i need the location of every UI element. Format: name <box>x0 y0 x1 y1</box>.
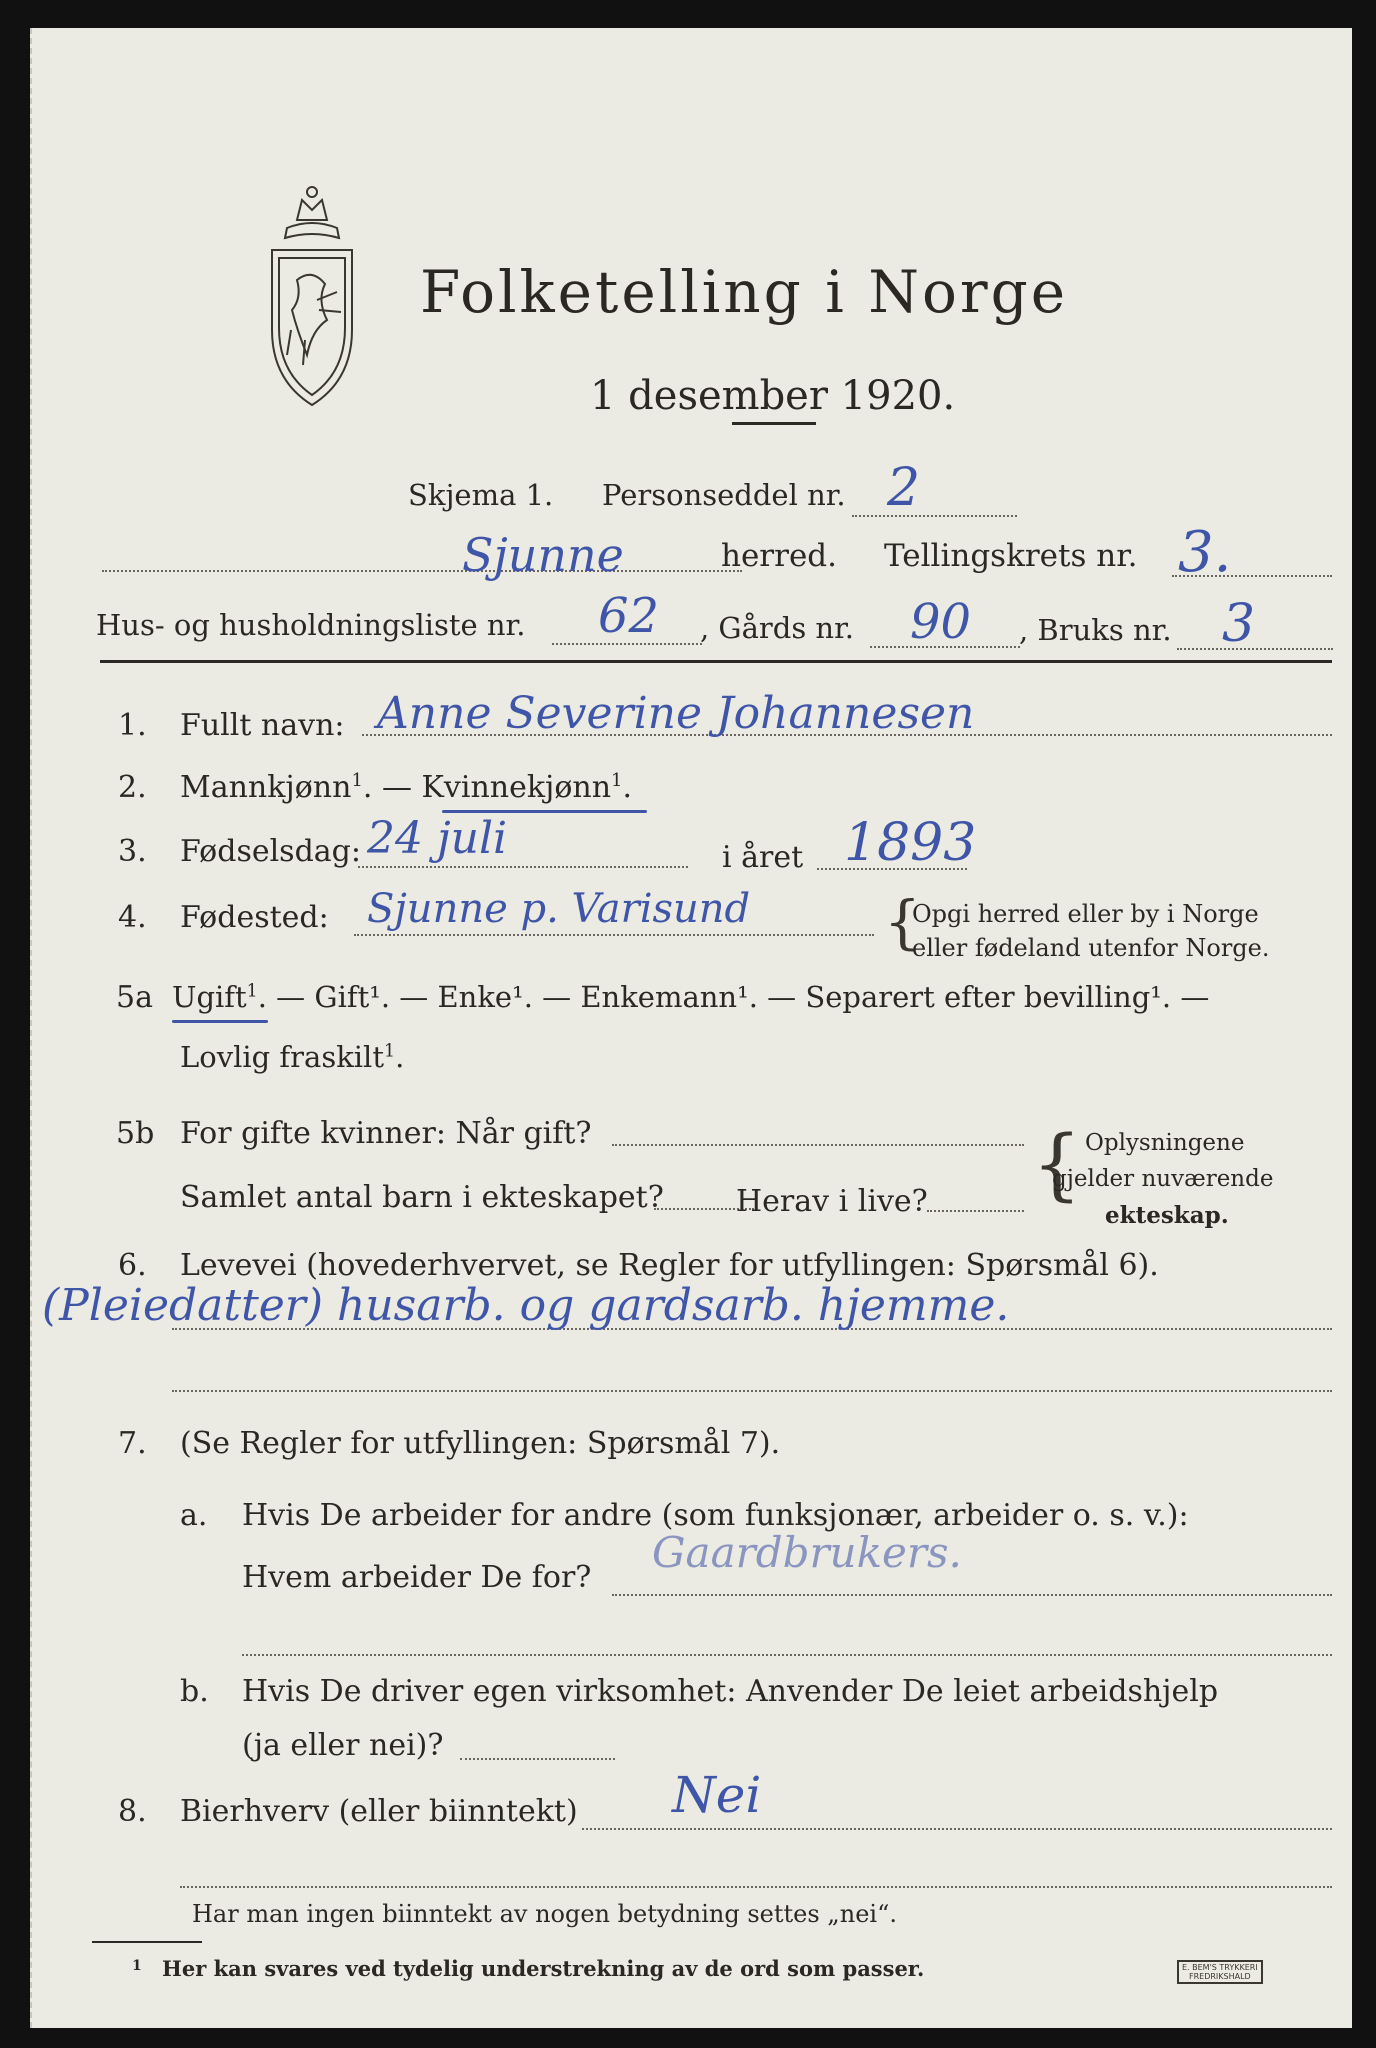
q3-label: Fødselsdag: <box>180 834 361 869</box>
personseddel-label: Personseddel nr. <box>602 478 846 512</box>
footnote-text: Her kan svares ved tydelig understrekning av de ord som passer. <box>162 1956 925 1981</box>
coat-of-arms-icon <box>257 180 367 410</box>
q3-number: 3. <box>118 834 147 869</box>
q4-note-1: Opgi herred eller by i Norge <box>912 900 1259 928</box>
employer-value: Gaardbrukers. <box>652 1528 962 1577</box>
hus-value: 62 <box>598 588 660 644</box>
q2-option-male: Mannkjønn$^1$. — Kvinnekjønn$^1$. <box>180 770 633 805</box>
q1-label: Fullt navn: <box>180 708 345 743</box>
q2-number: 2. <box>118 770 147 805</box>
side-income-value: Nei <box>672 1766 762 1824</box>
q7b-letter: b. <box>180 1674 209 1709</box>
q7-label: (Se Regler for utfyllingen: Spørsmål 7). <box>180 1426 781 1461</box>
q1-number: 1. <box>118 708 147 743</box>
bruks-value: 3 <box>1222 594 1256 654</box>
bruks-label: , Bruks nr. <box>1019 613 1172 647</box>
gards-label: , Gårds nr. <box>700 611 854 645</box>
skjema-label: Skjema 1. <box>408 478 554 512</box>
q5b-children-label: Samlet antal barn i ekteskapet? <box>180 1180 664 1215</box>
q5b-note-2: gjelder nuværende <box>1052 1166 1274 1192</box>
footnote-mark: 1 <box>132 1958 142 1974</box>
q8-number: 8. <box>118 1794 147 1829</box>
q3-year-label: i året <box>722 840 804 875</box>
hus-label: Hus- og husholdningsliste nr. <box>96 608 526 642</box>
title-divider <box>732 422 816 425</box>
tellingskrets-label: Tellingskrets nr. <box>884 538 1138 574</box>
q7b-question: (ja eller nei)? <box>242 1728 444 1763</box>
herred-label: herred. <box>721 538 837 574</box>
ugift-underline <box>172 1020 268 1023</box>
birthyear-value: 1893 <box>844 813 977 873</box>
census-form: Folketelling i Norge 1 desember 1920. Skjema 1. Personseddel nr. 2 Sjunne herred. Tellingskrets nr. 3. Hus- og husholdningsliste nr. 62 , Gårds nr. 90 , Bruks nr. 3 1. Fullt navn: Anne Severine Johannesen 2. Mannkjønn$^1$. — Kvinnekjønn$^1$. 3. Fødselsdag: 24 juli i året 1893 4. Fødested: Sjunne p. Varisund { Opgi herred eller by i Norge eller fødeland utenfor Norge. 5a Ugift$^1$. — Gift¹. — Enke¹. — Enkemann¹. — Separert efter bevilling¹. — Lovlig fraskilt$^1$. 5b For gifte kvinner: Når gift? Samlet antal barn i ekteskapet? Herav i live? { Oplysningene gjelder nuværende ekteskap. 6. Levevei (hovederhvervet, se Regler for utfyllingen: Spørsmål 6). (Pleiedatter) husarb. og gardsarb. hjemme. 7. (Se Regler for utfyllingen: Spørsmål 7). a. Hvis De arbeider for andre (som funksjonær, arbeider o. s. v.): Hvem arbeider De for? Gaardbrukers. b. Hvis De driver egen virksomhet: Anvender De leiet arbeidshjelp (ja eller nei)? 8. Bierhverv (eller biinntekt) Nei Har man ingen biinntekt av nogen betydning settes „nei“. 1 Her kan svares ved tydelig understrekning av de ord som passer. E. BEM'S TRYKKERI FREDRIKSHALD <box>30 28 1352 2028</box>
q5a-option-ugift: Ugift <box>172 980 247 1014</box>
q4-label: Fødested: <box>180 900 329 935</box>
q7a-text: Hvis De arbeider for andre (som funksjonær, arbeider o. s. v.): <box>242 1498 1189 1533</box>
q7a-question: Hvem arbeider De for? <box>242 1560 592 1595</box>
herred-value: Sjunne <box>462 528 624 582</box>
q5a-options: Ugift$^1$. — Gift¹. — Enke¹. — Enkemann¹. — Separert efter bevilling¹. — <box>172 980 1210 1014</box>
q4-note-2: eller fødeland utenfor Norge. <box>912 934 1270 962</box>
q2-option-female: Kvinnekjønn <box>421 770 612 805</box>
form-date: 1 desember 1920. <box>590 373 956 419</box>
q7a-letter: a. <box>180 1498 208 1533</box>
q5a-line2: Lovlig fraskilt$^1$. <box>180 1040 405 1074</box>
q5a-number: 5a <box>116 980 153 1015</box>
q7-number: 7. <box>118 1426 147 1461</box>
tellingskrets-value: 3. <box>1178 520 1232 585</box>
q6-label: Levevei (hovederhvervet, se Regler for utfyllingen: Spørsmål 6). <box>180 1248 1159 1283</box>
q7b-text: Hvis De driver egen virksomhet: Anvender De leiet arbeidshjelp <box>242 1674 1219 1709</box>
form-title: Folketelling i Norge <box>420 258 1069 326</box>
q5b-note-1: Oplysningene <box>1085 1130 1245 1156</box>
q5b-number: 5b <box>116 1116 155 1151</box>
printer-stamp: E. BEM'S TRYKKERI FREDRIKSHALD <box>1177 1960 1263 1984</box>
q6-number: 6. <box>118 1248 147 1283</box>
birthplace-value: Sjunne p. Varisund <box>367 886 751 932</box>
personseddel-value: 2 <box>887 458 921 518</box>
q4-number: 4. <box>118 900 147 935</box>
q5b-alive-label: Herav i live? <box>736 1184 928 1219</box>
footer-note: Har man ingen biinntekt av nogen betydning settes „nei“. <box>192 1900 897 1928</box>
header-divider <box>100 660 1332 663</box>
gards-value: 90 <box>910 594 972 650</box>
full-name-value: Anne Severine Johannesen <box>377 688 975 739</box>
q8-label: Bierhverv (eller biinntekt) <box>180 1794 578 1829</box>
q5b-note-3: ekteskap. <box>1105 1202 1229 1229</box>
occupation-value: (Pleiedatter) husarb. og gardsarb. hjemme. <box>42 1280 1010 1331</box>
q5b-label: For gifte kvinner: Når gift? <box>180 1116 592 1151</box>
birthdate-value: 24 juli <box>367 813 508 864</box>
